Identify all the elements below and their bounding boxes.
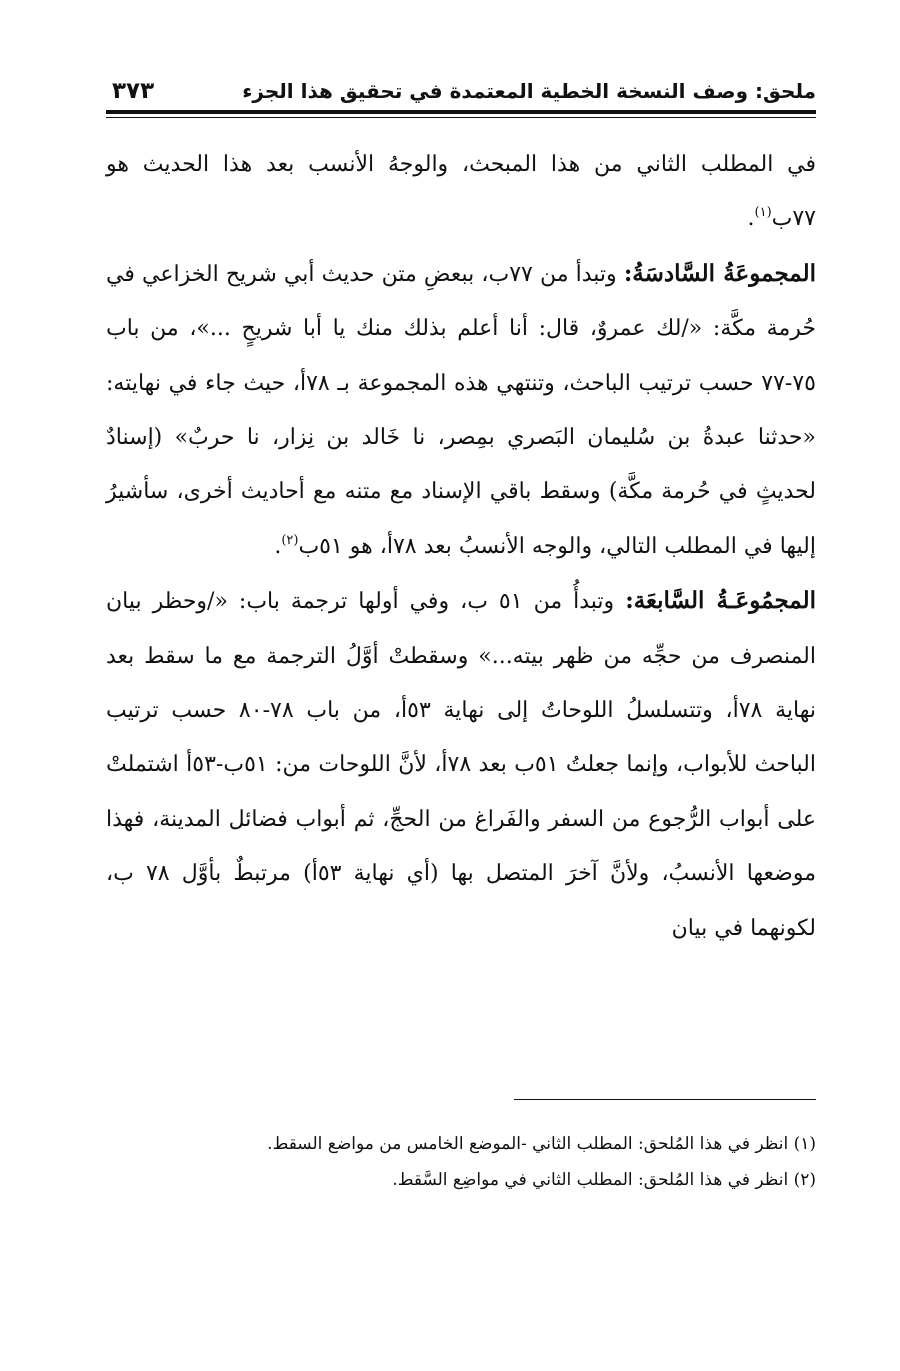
paragraph-text: وتبدأ من ٧٧ب، ببعضِ متن حديث أبي شريح الخزاعي في حُرمة مكَّة: «/لك عمروٌ، قال: أنا أعلم بذلك منك يا أبا شريحٍ ...»، من باب ٧٥-٧٧ حسب ترتيب الباحث، وتنتهي هذه المجموعة بـ ٧٨أ، حيث جاء في نهايته: «حدثنا عبدةُ بن سُليمان البَصري بمِصر، نا خَالد بن نِزار، نا حربٌ» (إسنادٌ لحديثٍ في حُرمة مكَّة) وسقط باقي الإسناد مع متنه مع أحاديث أخرى، سأشيرُ إليها في المطلب التالي، والوجه الأنسبُ بعد ٧٨أ، هو ٥١ب — [106, 261, 816, 559]
footnote-2: (٢) انظر في هذا المُلحق: المطلب الثاني في مواضِع السَّقط. — [392, 1170, 816, 1190]
paragraph-2 — [106, 247, 816, 574]
paragraph-3 — [106, 574, 816, 956]
running-header — [106, 74, 816, 108]
paragraph-text: وتبدأُ من ٥١ ب، وفي أولها ترجمة باب: «/وحظر بيان المنصرف من حجِّه من ظهر بيته...» وسقطتْ أوَّلُ الترجمة مع ما سقط بعد نهاية ٧٨أ، وتتسلسلُ اللوحاتُ إلى نهاية ٥٣أ، من باب ٧٨-٨٠ حسب ترتيب الباحث للأبواب، وإنما جعلتُ ٥١ب بعد ٧٨أ، لأنَّ اللوحات من: ٥١ب-٥٣أ اشتملتْ على أبواب الرُّجوع من السفر والفَراغ من الحجِّ، ثم أبواب فضائل المدينة، فهذا موضعها الأنسبُ، ولأنَّ آخرَ المتصل بها (أي نهاية ٥٣أ) مرتبطٌ بأوَّل ٧٨ ب، لكونهما في بيان — [106, 589, 816, 941]
paragraph-tail: . — [747, 206, 755, 232]
paragraph-text: في المطلب الثاني من هذا المبحث، والوجهُ الأنسب بعد هذا الحديث هو ٧٧ب — [106, 152, 816, 232]
footnote-1: (١) انظر في هذا المُلحق: المطلب الثاني -الموضع الخامس من مواضع السقط. — [267, 1134, 816, 1154]
footnote-separator — [514, 1099, 816, 1100]
section-lead-seventh: المجمُوعَـةُ السَّابعَة: — [625, 587, 816, 615]
footnotes — [106, 1126, 816, 1198]
footnote-ref: (٢) — [281, 532, 299, 548]
header-rule-thin — [106, 117, 816, 118]
main-text — [106, 138, 816, 956]
paragraph-tail: . — [274, 533, 282, 559]
section-lead-sixth: المجموعَةُ السَّادسَةُ: — [623, 259, 816, 287]
header-title: ملحق: وصف النسخة الخطية المعتمدة في تحقيق هذا الجزء — [242, 79, 816, 103]
footnote-ref: (١) — [754, 205, 772, 221]
page-number: ٣٧٣ — [112, 78, 155, 104]
header-rule — [106, 110, 816, 114]
paragraph-1 — [106, 138, 816, 247]
